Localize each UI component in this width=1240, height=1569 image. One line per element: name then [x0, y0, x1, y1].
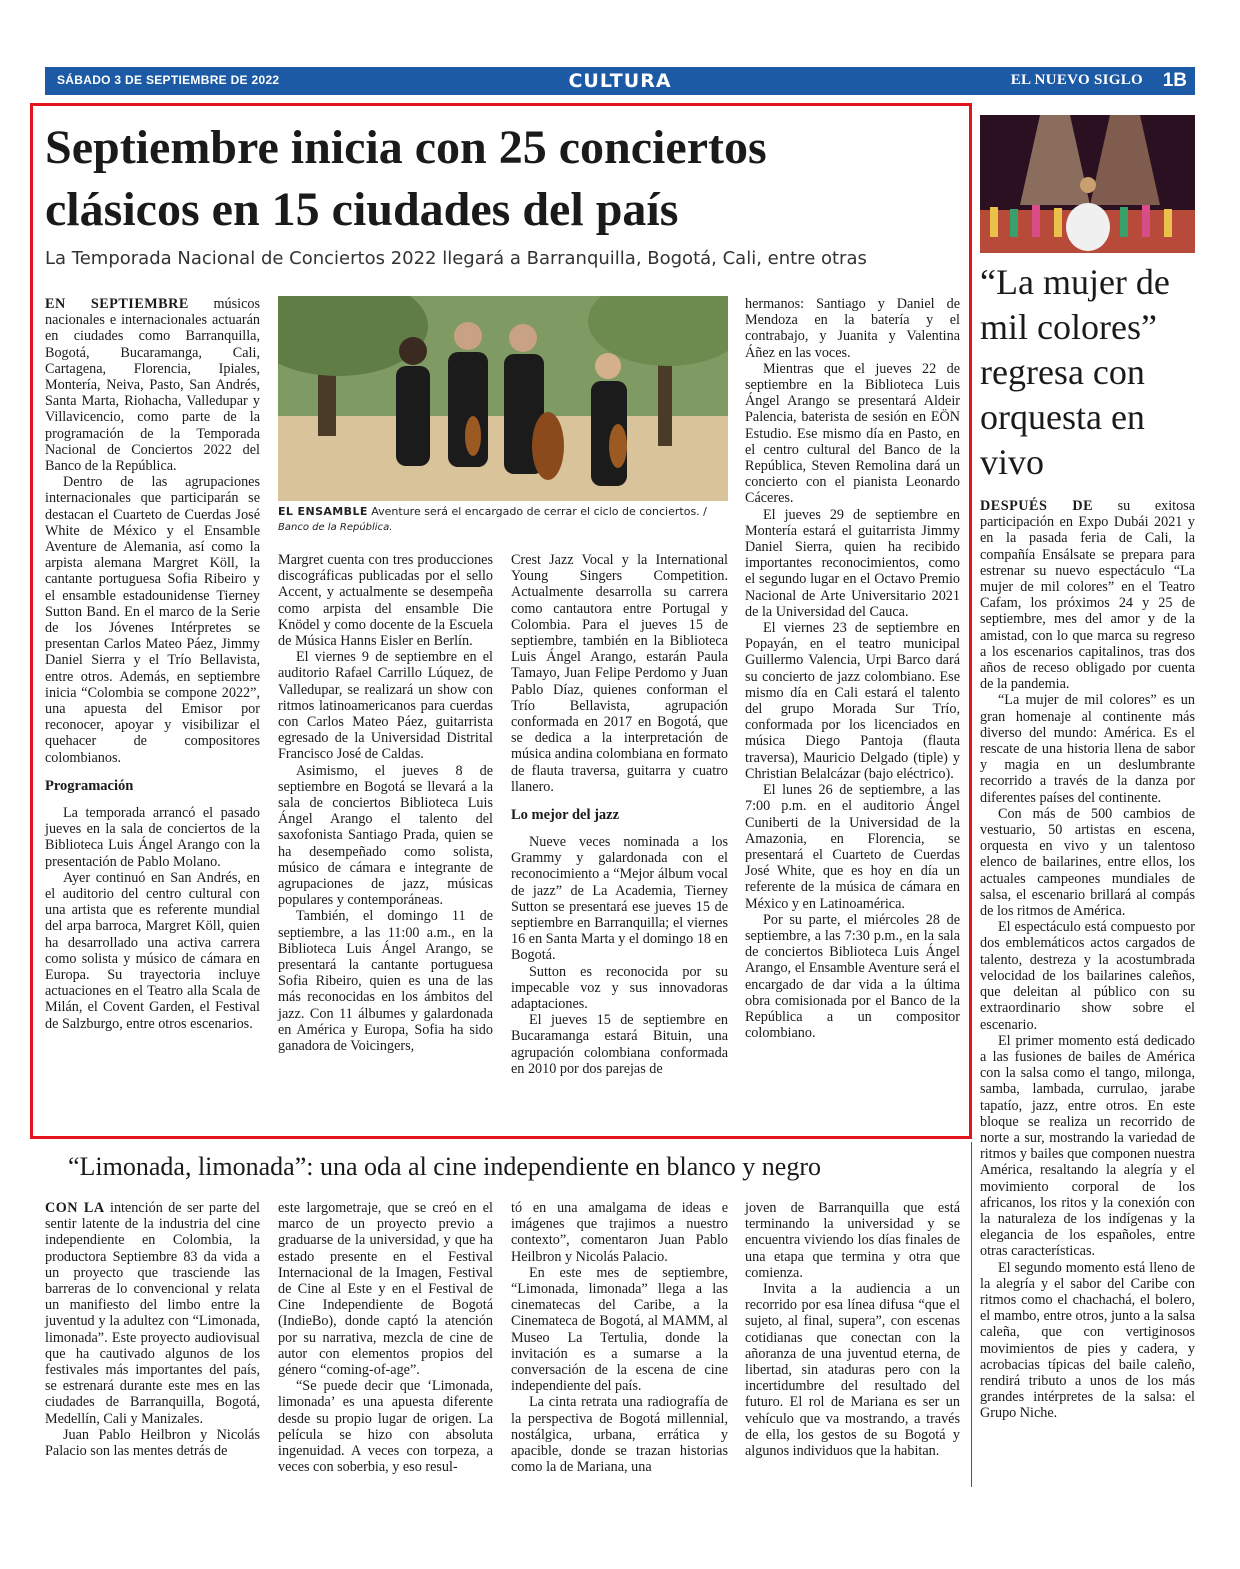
article1-paragraph: También, el domingo 11 de septiembre, a las 11:00 a.m., en la Biblioteca Luis Ángel Arango, se presentará la cantante portuguesa Sofia Ribeiro, quien es una de las más reconocidas en los ámbitos del jazz. Con 11 álbumes y galardonada en América y Europa, Sofia ha sido ganadora de Voicingers, [278, 908, 493, 1055]
photo-credit: Banco de la República. [278, 522, 393, 533]
dance-show-photo-illustration [980, 115, 1195, 253]
article3-paragraph: este largometraje, que se creó en el marco de un proyecto previo a graduarse de la universidad, y que ha estado presente en el Festival Internacional de la Imagen, Festival de Cine al Este y en el Festival de Cine Independiente de Bogotá (IndieBo), donde captó la atención por su narrativa, mezcla de cine de autor con elementos propios del género “coming-of-age”. [278, 1200, 493, 1379]
article1-headline-line2: clásicos en 15 ciudades del país [45, 183, 679, 236]
article1-paragraph: Nueve veces nominada a los Grammy y galardonada con el reconocimiento a “Mejor álbum vocal de jazz” de La Academia, Tierney Sutton se presentará ese jueves 15 de septiembre en Barranquilla; el viernes 16 en Santa Marta y el domingo 18 en Bogotá. [511, 834, 728, 964]
article1-paragraph: hermanos: Santiago y Daniel de Mendoza en la batería y el contrabajo, y Juanita y Valentina Áñez en las voces. [745, 296, 960, 361]
article2-headline: “La mujer de mil colores” regresa con orquesta en vivo [980, 262, 1170, 482]
article3-paragraph: En este mes de septiembre, “Limonada, limonada” llega a las cinematecas del Caribe, a la Cinemateca de Bogotá, al MAMM, al Museo La Tertulia, donde la invitación es a sumarse a la conversación de la escena de cine independiente del país. [511, 1264, 728, 1395]
section-name: CULTURA [568, 70, 672, 92]
article3-paragraph: tó en una amalgama de ideas e imágenes que trajimos a nuestro contexto”, comentaron Juan Pablo Heilbron y Nicolás Palacio. [511, 1200, 728, 1265]
ensemble-photo [278, 296, 728, 501]
article3-column-3 [511, 1200, 728, 1475]
article1-paragraph: Dentro de las agrupaciones internacionales que participarán se destacan el Cuarteto de Cuerdas José White de México y el Ensamble Aventure de Alemania, así como la arpista alemana Margret Köll, la cantante portuguesa Sofia Ribeiro y el ensamble estadounidense Tierney Sutton Band. En el marco de la Serie de los Jóvenes Intérpretes se presentan Carlos Mateo Páez, Jimmy Daniel Sierra y el Trío Bellavista, entre otros. Además, en septiembre inicia “Colombia se compone 2022”, una apuesta del Emisor por reconocer, apoyar y visibilizar el quehacer de compositores colombianos. [45, 474, 260, 766]
article1-paragraph: Crest Jazz Vocal y la International Young Singers Competition. Actualmente desarrolla su carrera como cantautora entre Portugal y Colombia. Para el jueves 15 de septiembre, también en la Biblioteca Luis Ángel Arango, estarán Paula Tamayo, Juan Felipe Perdomo y Juan Pablo Díaz, quienes conforman el Trío Bellavista, agrupación conformada en 2017 en Bogotá, que se dedica a la interpretación de música andina colombiana en formato de flauta traversa, guitarra y cuatro llanero. [511, 552, 728, 795]
article1-subtitle: La Temporada Nacional de Conciertos 2022 llegará a Barranquilla, Bogotá, Cali, entre otras [45, 248, 867, 269]
article1-column-3 [511, 552, 728, 1077]
ensemble-photo-caption: EL ENSAMBLE Aventure será el encargado de cerrar el ciclo de conciertos. / Banco de la República. [278, 505, 707, 533]
article1-paragraph: El jueves 29 de septiembre en Montería estará el guitarrista Jimmy Daniel Sierra, quien ha recibido importantes reconocimientos, como el segundo lugar en el Octavo Premio Nacional de Arte Universitario 2021 de la Universidad del Cauca. [745, 506, 960, 620]
article2-paragraph: El primer momento está dedicado a las fusiones de bailes de América con la salsa como el tango, milonga, samba, lambada, currulao, jarabe tapatío, jazz, entre otros. En este bloque se realiza un recorrido de norte a sur, mostrando la variedad de ritmos y bailes que componen nuestra América, resaltando la alegría y el movimiento corporal de los africanos, los ritos y la conexión con la naturaleza de los indígenas y la elegancia de los españoles, entre otras características. [980, 1032, 1195, 1260]
article1-paragraph: Asimismo, el jueves 8 de septiembre en Bogotá se llevará a la sala de conciertos Biblioteca Luis Ángel Arango el talento del saxofonista Santiago Prada, quien se ha desempeñado como solista, músico de cámara e integrante de agrupaciones de jazz, músicas populares y contemporáneas. [278, 762, 493, 909]
subheading-jazz: Lo mejor del jazz [511, 807, 620, 824]
article3-paragraph: joven de Barranquilla que está terminando la universidad y se encuentra viviendo los días finales de una etapa que termina y otra que comienza. [745, 1200, 960, 1281]
article1-paragraph: Mientras que el jueves 22 de septiembre en la Biblioteca Luis Ángel Arango se presentará Aldeir Palencia, baterista de sesión en EÖN Estudio. Ese mismo día en Pasto, en el centro cultural del Banco de la República, Steven Remolina dará un concierto con el pianista Leonardo Cáceres. [745, 360, 960, 507]
article1-lead: EN SEPTIEMBRE [45, 296, 189, 312]
article2-paragraph: “La mujer de mil colores” es un gran homenaje al continente más diverso del mundo: América. Es el rescate de una historia llena de sabor y magia en un deslumbrante recorrido a través de la danza por diferentes países del continente. [980, 692, 1195, 806]
newspaper-name: EL NUEVO SIGLO [1010, 72, 1143, 88]
article1-headline [45, 117, 955, 241]
article3-paragraph: “Se puede decir que ‘Limonada, limonada’ es una apuesta diferente desde su propio lugar de origen. La película se hizo con absoluta ingenuidad. A veces con torpeza, a veces con soberbia, y eso resul- [278, 1378, 493, 1476]
page-header-bar [45, 67, 1195, 95]
subheading-programacion: Programación [45, 777, 134, 794]
article1-column-1 [45, 296, 260, 1032]
article2-paragraph: Con más de 500 cambios de vestuario, 50 artistas en escena, orquesta en vivo y un talentoso elenco de bailarines, entre ellos, los actuales campeones mundiales de salsa, el escenario brillará al compás de los ritmos de América. [980, 805, 1195, 920]
article3-lead: CON LA [45, 1200, 105, 1216]
article3-column-1 [45, 1200, 260, 1459]
article2-column [980, 498, 1195, 1422]
article1-paragraph: El jueves 15 de septiembre en Bucaramanga estará Bituin, una agrupación colombiana conformada en 2010 por dos parejas de [511, 1012, 728, 1077]
article2-paragraph: DESPUÉS DE su exitosa participación en Expo Dubái 2021 y en la pasada feria de Cali, la compañía Ensálsate se prepara para estrenar su nuevo espectáculo “La mujer de mil colores” en el Teatro Cafam, los próximos 24 y 25 de septiembre, mes del amor y de la amistad, con lo que marca su regreso a los escenarios capitalinos, tras dos años de receso obligado por cuenta de la pandemia. [980, 498, 1195, 693]
article3-headline: “Limonada, limonada”: una oda al cine independiente en blanco y negro [68, 1152, 821, 1181]
article1-paragraph: Ayer continuó en San Andrés, en el auditorio del centro cultural con una artista que es referente mundial del arpa barroca, Margret Köll, quien ha desarrollado una activa carrera como solista y músico de cámara en Europa. Su trayectoria incluye actuaciones en el Teatro alla Scala de Milán, el Covent Garden, el Festival de Salzburgo, entre otros escenarios. [45, 869, 260, 1032]
article1-paragraph: EN SEPTIEMBRE músicos nacionales e internacionales actuarán en ciudades como Barranquilla, Bogotá, Bucaramanga, Cali, Cartagena, Florencia, Ipiales, Montería, Neiva, Pasto, San Andrés, Santa Marta, Riohacha, Valledupar y Villavicencio, como parte de la programación de la Temporada Nacional de Conciertos 2022 del Banco de la República. [45, 296, 260, 475]
article3-paragraph: Juan Pablo Heilbron y Nicolás Palacio son las mentes detrás de [45, 1426, 260, 1460]
article1-paragraph: El lunes 26 de septiembre, a las 7:00 p.m. en el auditorio Ángel Cuniberti de la Universidad de la Amazonia, en Florencia, se presentará el Cuarteto de Cuerdas José White, que es hoy en día un referente de la música de cámara en México y en Latinoamérica. [745, 782, 960, 912]
article1-column-4 [745, 296, 960, 1041]
article3-paragraph: CON LA intención de ser parte del sentir latente de la industria del cine independiente en Colombia, la productora Septiembre 83 da vida a un proyecto que trasciende las barreras de lo convencional y relata un manifiesto del limbo entre la juventud y la adultez con “Limonada, limonada”. Este proyecto audiovisual que ha cautivado algunos de los festivales más importantes del país, se estrenará durante este mes en las ciudades de Barranquilla, Bogotá, Medellín, Cali y Manizales. [45, 1200, 260, 1427]
article1-column-2 [278, 552, 493, 1054]
article1-paragraph: Sutton es reconocida por su impecable voz y sus innovadoras adaptaciones. [511, 963, 728, 1013]
article3-paragraph: La cinta retrata una radiografía de la perspectiva de Bogotá millennial, nostálgica, urbana, errática y apacible, donde se trazan historias como la de Mariana, una [511, 1394, 728, 1476]
article1-headline-line1: Septiembre inicia con 25 conciertos [45, 121, 767, 174]
article1-paragraph: El viernes 9 de septiembre en el auditorio Rafael Carrillo Lúquez, de Valledupar, se realizará un show con ritmos latinoamericanos para cuerdas con Carlos Mateo Páez, guitarrista egresado de la Universidad Distrital Francisco José de Caldas. [278, 649, 493, 763]
article3-column-4 [745, 1200, 960, 1459]
article3-column-2 [278, 1200, 493, 1475]
article3-paragraph: Invita a la audiencia a un recorrido por esa línea difusa “que el sujeto, al final, supera”, con escenas cotidianas que conectan con la añoranza de una juventud eterna, de libertad, sin ataduras pero con la incertidumbre del resultado del futuro. El rol de Mariana es ser un vehículo que va mostrando, a través de ella, los gestos de su Bogotá y algunos individuos que la habitan. [745, 1281, 960, 1460]
article2-paragraph: El segundo momento está lleno de la alegría y el sabor del Caribe con ritmos como el chachachá, el bolero, el mambo, entre otros, junto a la salsa caleña, que con vertiginosos movimientos de pies y cadera, y acrobacias típicas del baile caleño, rendirá tributo a unos de los más grandes intérpretes de la salsa: el Grupo Niche. [980, 1259, 1195, 1422]
issue-date: SÁBADO 3 DE SEPTIEMBRE DE 2022 [57, 73, 280, 87]
article2-paragraph: El espectáculo está compuesto por dos emblemáticos actos cargados de talento, destreza y la acostumbrada velocidad de los bailarines caleños, que deleitan al público con su extraordinario show sobre el escenario. [980, 919, 1195, 1033]
column-divider [971, 1142, 972, 1487]
ensemble-photo-illustration [278, 296, 728, 501]
article1-paragraph: El viernes 23 de septiembre en Popayán, en el teatro municipal Guillermo Valencia, Urpi Barco dará su concierto de jazz colombiano. Ese mismo día en Cali estará el talento del grupo Morada Sur Trío, conformada por los licenciados en música Diego Pantoja (flauta traversa), Mauricio Delgado (tiple) y Christian Belalcázar (bajo eléctrico). [745, 620, 960, 782]
page-number: 1B [1162, 70, 1187, 91]
dance-show-photo [980, 115, 1195, 253]
article1-paragraph: Por su parte, el miércoles 28 de septiembre, a las 7:30 p.m., en la sala de conciertos Biblioteca Luis Ángel Arango, el Ensamble Aventure será el encargado de dar vida a la última obra comisionada por el Banco de la República a un compositor colombiano. [745, 911, 960, 1042]
article2-lead: DESPUÉS DE [980, 498, 1094, 514]
article1-paragraph: La temporada arrancó el pasado jueves en la sala de conciertos de la Biblioteca Luis Ángel Arango con la presentación de Pablo Molano. [45, 804, 260, 870]
article1-paragraph: Margret cuenta con tres producciones discográficas publicadas por el sello Accent, y actualmente se desempeña como arpista del ensamble Die Knödel y como docente de la Escuela de Música Hanns Eisler en Berlín. [278, 552, 493, 650]
